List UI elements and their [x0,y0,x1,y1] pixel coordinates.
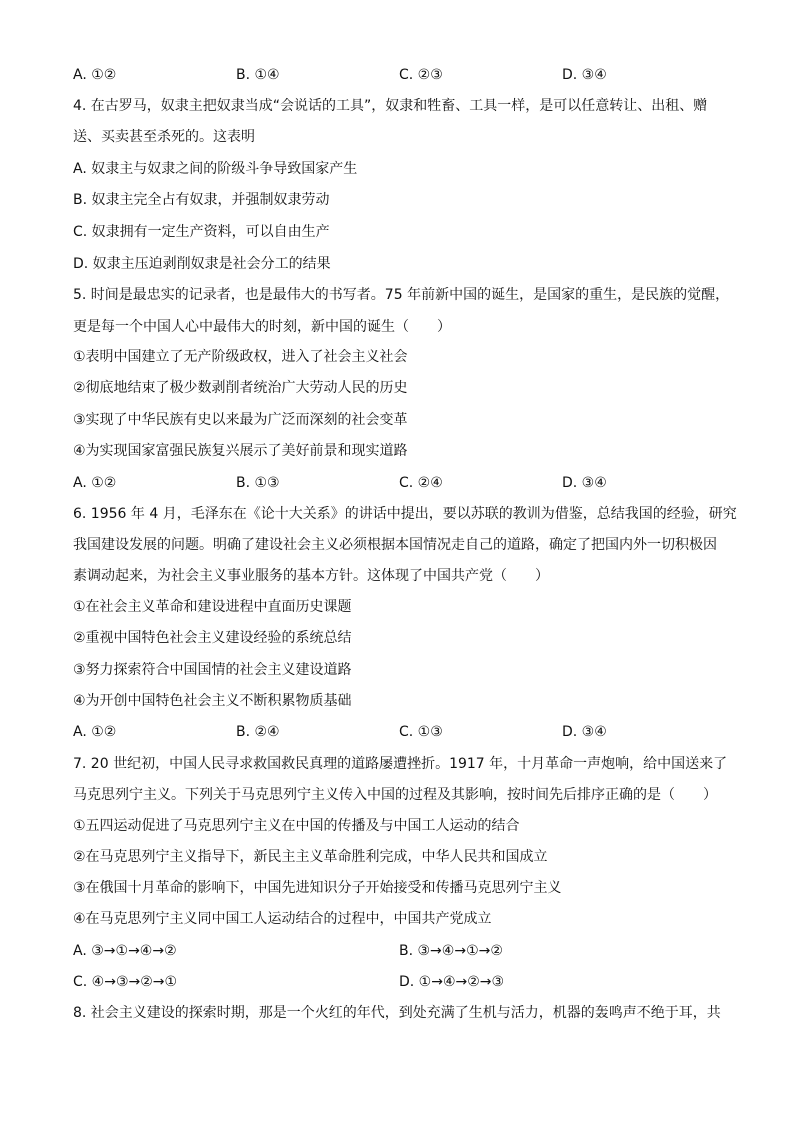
q7-item-2: ②在马克思列宁主义指导下，新民主主义革命胜利完成，中华人民共和国成立 [73,849,548,865]
q5-option-b: B. ①③ [236,475,280,491]
q4-stem-line-1: 4. 在古罗马，奴隶主把奴隶当成“会说话的工具”，奴隶和牲畜、工具一样，是可以任意转让、出租、赠 [73,98,708,114]
q6-option-b: B. ②④ [236,724,280,740]
q7-option-d: D. ①→④→②→③ [399,974,505,990]
q6-option-d: D. ③④ [562,724,607,740]
q3-option-c: C. ②③ [399,67,443,83]
q6-item-4: ④为开创中国特色社会主义不断积累物质基础 [73,693,352,709]
q5-stem-line-2: 更是每一个中国人心中最伟大的时刻，新中国的诞生（ ） [73,319,451,335]
q6-item-3: ③努力探索符合中国国情的社会主义建设道路 [73,662,352,678]
q7-option-c: C. ④→③→②→① [73,974,178,990]
q5-item-2: ②彻底地结束了极少数剥削者统治广大劳动人民的历史 [73,380,408,396]
q5-item-1: ①表明中国建立了无产阶级政权，进入了社会主义社会 [73,349,408,365]
q8-stem-line-1: 8. 社会主义建设的探索时期，那是一个火红的年代，到处充满了生机与活力，机器的轰鸣声不绝于耳，共 [73,1005,721,1021]
q5-item-3: ③实现了中华民族有史以来最为广泛而深刻的社会变革 [73,412,408,428]
q6-stem-line-2: 我国建设发展的问题。明确了建设社会主义必须根据本国情况走自己的道路，确定了把国内外一切积极因 [73,537,717,553]
q5-stem-line-1: 5. 时间是最忠实的记录者，也是最伟大的书写者。75 年前新中国的诞生，是国家的重生，是民族的觉醒， [73,287,730,303]
q7-item-4: ④在马克思列宁主义同中国工人运动结合的过程中，中国共产党成立 [73,911,492,927]
q7-stem-line-2: 马克思列宁主义。下列关于马克思列宁主义传入中国的过程及其影响，按时间先后排序正确的是（ ） [73,787,717,803]
q7-option-a: A. ③→①→④→② [73,943,177,959]
q6-option-a: A. ①② [73,724,117,740]
q5-item-4: ④为实现国家富强民族复兴展示了美好前景和现实道路 [73,443,408,459]
q3-option-d: D. ③④ [562,67,607,83]
q5-option-d: D. ③④ [562,475,607,491]
q4-option-a: A. 奴隶主与奴隶之间的阶级斗争导致国家产生 [73,161,358,177]
q6-stem-line-1: 6. 1956 年 4 月，毛泽东在《论十大关系》的讲话中提出，要以苏联的教训为借鉴，总结我国的经验，研究 [73,506,737,522]
q7-item-1: ①五四运动促进了马克思列宁主义在中国的传播及与中国工人运动的结合 [73,818,520,834]
q5-option-a: A. ①② [73,475,117,491]
q4-option-c: C. 奴隶拥有一定生产资料，可以自由生产 [73,224,330,240]
q6-item-1: ①在社会主义革命和建设进程中直面历史课题 [73,599,352,615]
q3-option-a: A. ①② [73,67,117,83]
q7-stem-line-1: 7. 20 世纪初，中国人民寻求救国救民真理的道路屡遭挫折。1917 年，十月革命一声炮响，给中国送来了 [73,756,728,772]
q6-item-2: ②重视中国特色社会主义建设经验的系统总结 [73,630,352,646]
q4-stem-line-2: 送、买卖甚至杀死的。这表明 [73,129,255,145]
q4-option-b: B. 奴隶主完全占有奴隶，并强制奴隶劳动 [73,192,330,208]
q4-option-d: D. 奴隶主压迫剥削奴隶是社会分工的结果 [73,256,331,272]
q3-option-b: B. ①④ [236,67,280,83]
q5-option-c: C. ②④ [399,475,443,491]
q7-option-b: B. ③→④→①→② [399,943,503,959]
q7-item-3: ③在俄国十月革命的影响下，中国先进知识分子开始接受和传播马克思列宁主义 [73,880,562,896]
q6-option-c: C. ①③ [399,724,443,740]
q6-stem-line-3: 素调动起来，为社会主义事业服务的基本方针。这体现了中国共产党（ ） [73,568,549,584]
